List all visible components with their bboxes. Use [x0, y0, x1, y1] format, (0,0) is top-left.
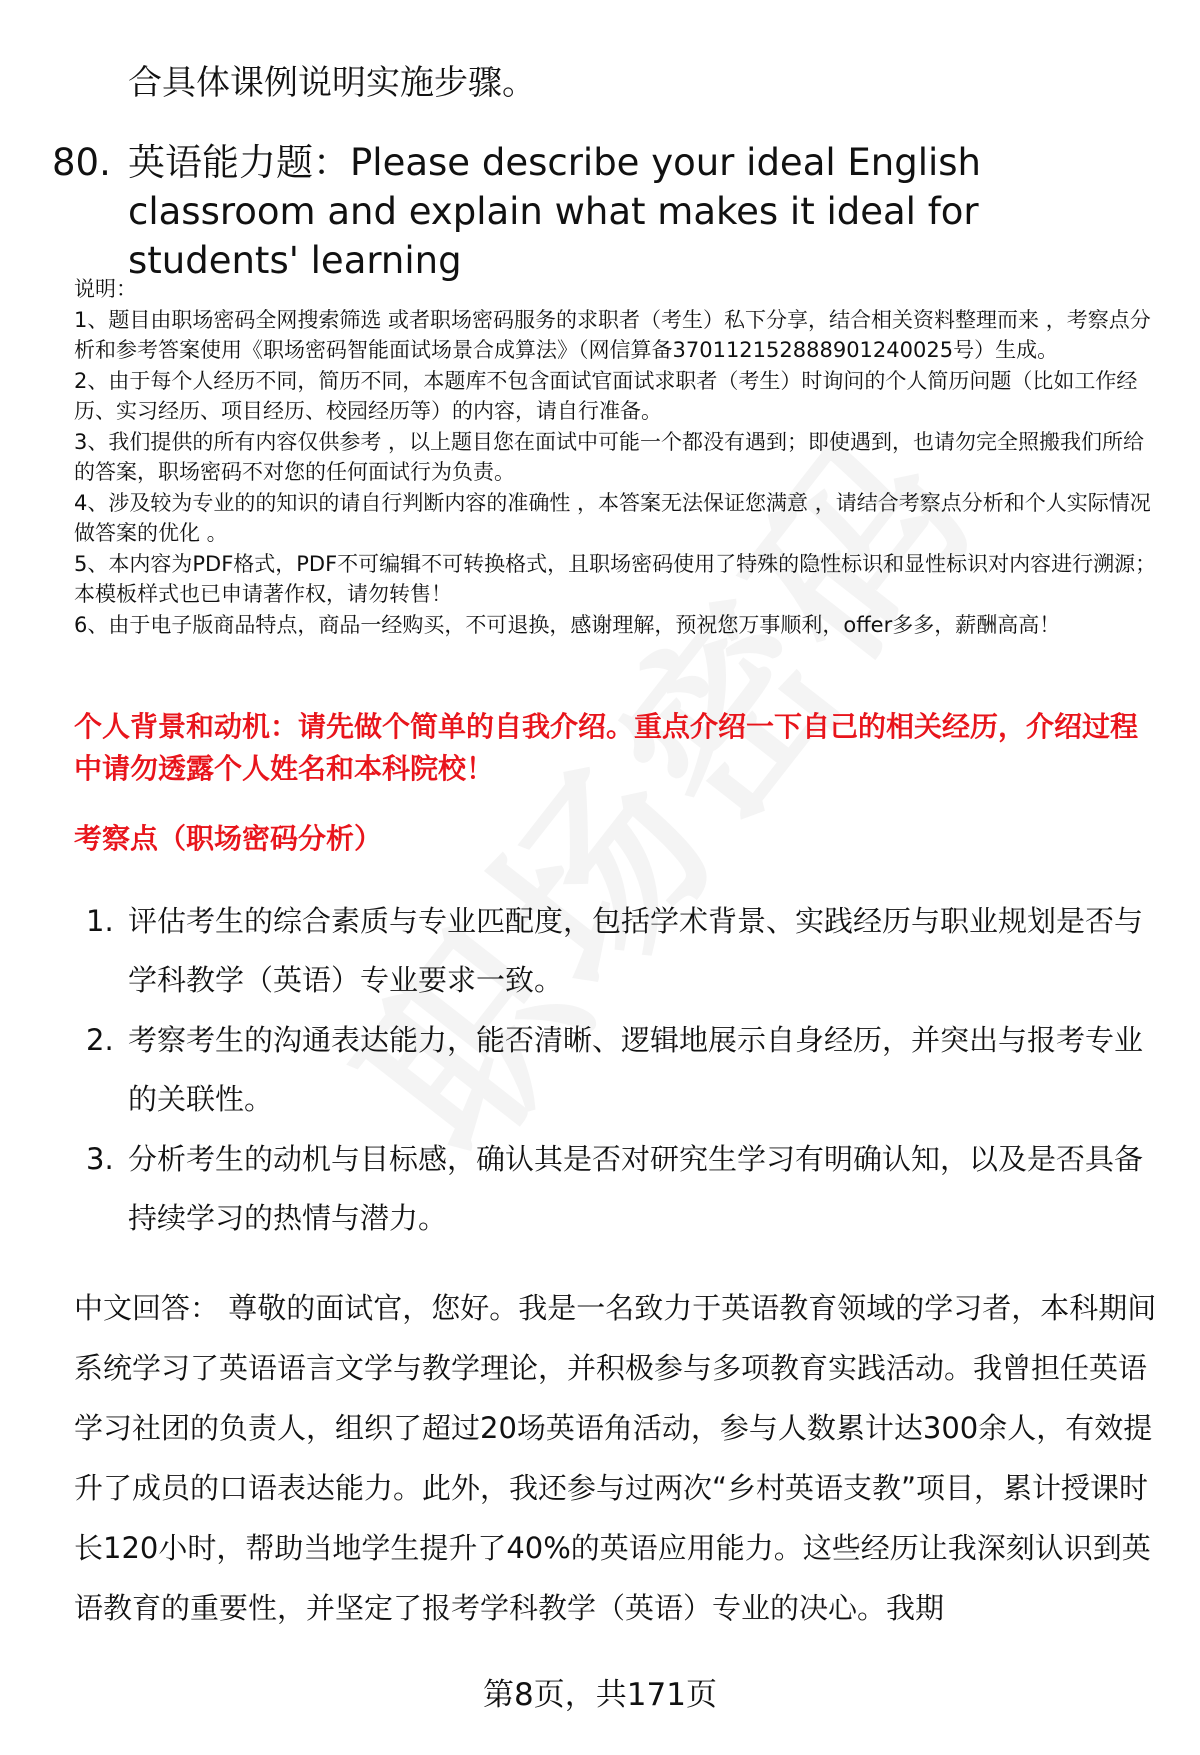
list-item-text: 分析考生的动机与目标感，确认其是否对研究生学习有明确认知，以及是否具备持续学习的热情与潜力。 [128, 1142, 1144, 1235]
answer-paragraph [74, 1278, 1160, 1638]
analysis-title: 考察点（职场密码分析） [74, 822, 383, 855]
answer-text: 尊敬的面试官，您好。我是一名致力于英语教育领域的学习者，本科期间系统学习了英语语言文学与教学理论，并积极参与多项教育实践活动。我曾担任英语学习社团的负责人，组织了超过20场英语角活动，参与人数累计达300余人，有效提升了成员的口语表达能力。此外，我还参与过两次“乡村英语支教”项目，累计授课时长120小时，帮助当地学生提升了40%的英语应用能力。这些经历让我深刻认识到英语教育的重要性，并坚定了报考学科教学（英语）专业的决心。我期 [74, 1291, 1157, 1625]
question-item [52, 138, 1152, 285]
note-item: 1、题目由职场密码全网搜索筛选 或者职场密码服务的求职者（考生）私下分享，结合相关资料整理而来 ，考察点分析和参考答案使用《职场密码智能面试场景合成算法》（网信算备370112152888901240025号）生成。 [74, 307, 1151, 362]
continued-text-line: 合具体课例说明实施步骤。 [128, 63, 536, 103]
note-item: 6、由于电子版商品特点，商品一经购买，不可退换，感谢理解，预祝您万事顺利，offer多多，薪酬高高！ [74, 612, 1061, 637]
page-footer: 第8页，共171页 [483, 1677, 717, 1713]
analysis-points-list [74, 892, 1160, 1249]
question-number: 80. [52, 141, 111, 184]
list-item-number: 1. [86, 904, 114, 938]
list-item-number: 2. [86, 1023, 114, 1057]
note-item: 4、涉及较为专业的的知识的请自行判断内容的准确性 ，本答案无法保证您满意 ，请结合考察点分析和个人实际情况做答案的优化 。 [74, 490, 1151, 545]
background-question-title: 个人背景和动机：请先做个简单的自我介绍。重点介绍一下自己的相关经历，介绍过程中请勿透露个人姓名和本科院校！ [74, 710, 1139, 785]
note-item: 5、本内容为PDF格式，PDF不可编辑不可转换格式，且职场密码使用了特殊的隐性标识和显性标识对内容进行溯源；本模板样式也已申请著作权，请勿转售！ [74, 551, 1157, 606]
note-item: 3、我们提供的所有内容仅供参考 ，以上题目您在面试中可能一个都没有遇到；即使遇到，也请勿完全照搬我们所给的答案，职场密码不对您的任何面试行为负责。 [74, 429, 1145, 484]
list-item-text: 评估考生的综合素质与专业匹配度，包括学术背景、实践经历与职业规划是否与学科教学（英语）专业要求一致。 [128, 904, 1144, 997]
list-item [74, 892, 1160, 1010]
notes-section [74, 274, 1160, 640]
list-item [74, 1011, 1160, 1129]
note-item: 2、由于每个人经历不同，简历不同，本题库不包含面试官面试求职者（考生）时询问的个人简历问题（比如工作经历、实习经历、项目经历、校园经历等）的内容，请自行准备。 [74, 368, 1138, 423]
list-item-number: 3. [86, 1142, 114, 1176]
answer-label: 中文回答： [74, 1291, 220, 1325]
notes-heading: 说明： [74, 277, 137, 301]
list-item-text: 考察考生的沟通表达能力，能否清晰、逻辑地展示自身经历，并突出与报考专业的关联性。 [128, 1023, 1144, 1116]
question-text: 英语能力题：Please describe your ideal English classroom and explain what makes it ideal for students' learning [128, 141, 982, 282]
list-item [74, 1130, 1160, 1248]
